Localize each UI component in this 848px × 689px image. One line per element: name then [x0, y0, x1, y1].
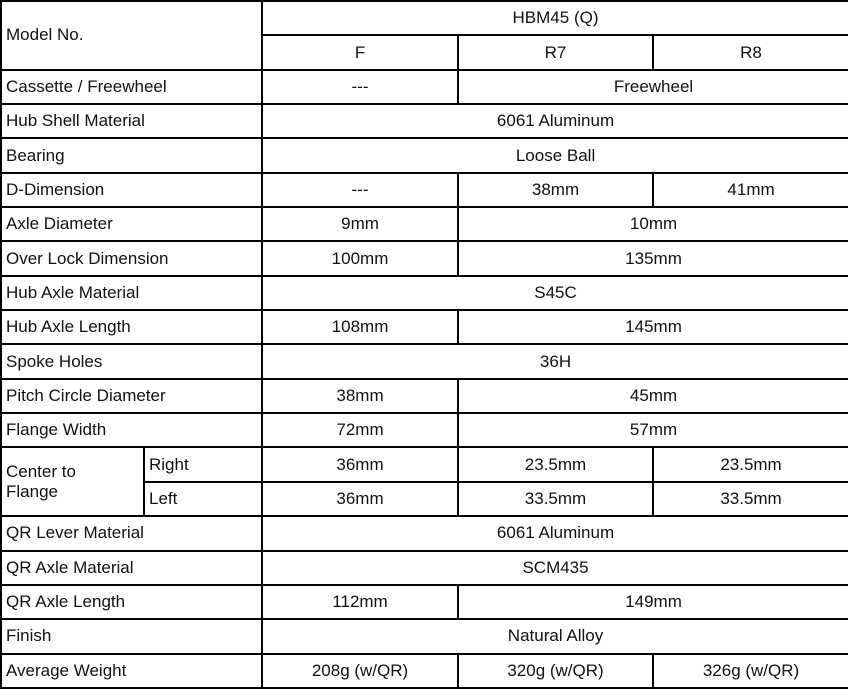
column-header-r8: R8: [653, 35, 848, 69]
row-label: Cassette / Freewheel: [1, 70, 262, 104]
cell-f: 72mm: [262, 413, 458, 447]
center-to-flange-label-line1: Center to: [6, 461, 76, 481]
cell-rear: 145mm: [458, 310, 848, 344]
cell-r8: 33.5mm: [653, 482, 848, 516]
cell-f: 9mm: [262, 207, 458, 241]
row-label: Hub Axle Length: [1, 310, 262, 344]
cell-rear: 149mm: [458, 585, 848, 619]
cell-f: 38mm: [262, 379, 458, 413]
column-header-r7: R7: [458, 35, 653, 69]
cell-rear: 10mm: [458, 207, 848, 241]
sub-label-left: Left: [144, 482, 262, 516]
cell-f: ---: [262, 70, 458, 104]
table-row-axle-material: [1, 276, 848, 310]
row-label: Average Weight: [1, 654, 262, 688]
row-label: Pitch Circle Diameter: [1, 379, 262, 413]
cell-rear: 45mm: [458, 379, 848, 413]
table-row-d-dimension: [1, 173, 848, 207]
cell-r7: 320g (w/QR): [458, 654, 653, 688]
table-row-spoke-holes: [1, 344, 848, 378]
cell-rear: 135mm: [458, 241, 848, 275]
cell-all: 6061 Aluminum: [262, 516, 848, 550]
cell-r8: 41mm: [653, 173, 848, 207]
cell-r7: 33.5mm: [458, 482, 653, 516]
table-row-shell: [1, 104, 848, 138]
table-row-center-to-flange-right: [1, 447, 848, 481]
cell-f: ---: [262, 173, 458, 207]
row-label: Flange Width: [1, 413, 262, 447]
cell-f: 36mm: [262, 447, 458, 481]
table-row-weight: [1, 654, 848, 688]
row-label: QR Axle Material: [1, 551, 262, 585]
sub-label-right: Right: [144, 447, 262, 481]
row-label: QR Lever Material: [1, 516, 262, 550]
table-row-qr-lever: [1, 516, 848, 550]
row-label: Bearing: [1, 138, 262, 172]
cell-f: 108mm: [262, 310, 458, 344]
cell-r8: 326g (w/QR): [653, 654, 848, 688]
table-row-cassette: [1, 70, 848, 104]
table-row-flange-width: [1, 413, 848, 447]
row-label: Finish: [1, 619, 262, 653]
model-name: HBM45 (Q): [262, 1, 848, 35]
table-row-axle-length: [1, 310, 848, 344]
cell-r8: 23.5mm: [653, 447, 848, 481]
cell-rear: 57mm: [458, 413, 848, 447]
model-label: Model No.: [1, 1, 262, 70]
table-row-finish: [1, 619, 848, 653]
cell-f: 208g (w/QR): [262, 654, 458, 688]
row-label: Hub Shell Material: [1, 104, 262, 138]
table-row-model: [1, 1, 848, 35]
cell-r7: 23.5mm: [458, 447, 653, 481]
cell-all: 6061 Aluminum: [262, 104, 848, 138]
row-label: D-Dimension: [1, 173, 262, 207]
center-to-flange-label: [1, 447, 144, 516]
cell-all: 36H: [262, 344, 848, 378]
row-label: QR Axle Length: [1, 585, 262, 619]
cell-r7: 38mm: [458, 173, 653, 207]
table-row-pcd: [1, 379, 848, 413]
row-label: Over Lock Dimension: [1, 241, 262, 275]
cell-all: Natural Alloy: [262, 619, 848, 653]
row-label: Axle Diameter: [1, 207, 262, 241]
table-row-axle-diameter: [1, 207, 848, 241]
cell-f: 112mm: [262, 585, 458, 619]
cell-rear: Freewheel: [458, 70, 848, 104]
row-label: Spoke Holes: [1, 344, 262, 378]
cell-f: 36mm: [262, 482, 458, 516]
table-row-qr-axle-length: [1, 585, 848, 619]
cell-all: Loose Ball: [262, 138, 848, 172]
row-label: Hub Axle Material: [1, 276, 262, 310]
column-header-f: F: [262, 35, 458, 69]
table-row-bearing: [1, 138, 848, 172]
cell-f: 100mm: [262, 241, 458, 275]
table-row-qr-axle-material: [1, 551, 848, 585]
cell-all: SCM435: [262, 551, 848, 585]
cell-all: S45C: [262, 276, 848, 310]
table-row-over-lock: [1, 241, 848, 275]
center-to-flange-label-line2: Flange: [6, 481, 58, 501]
